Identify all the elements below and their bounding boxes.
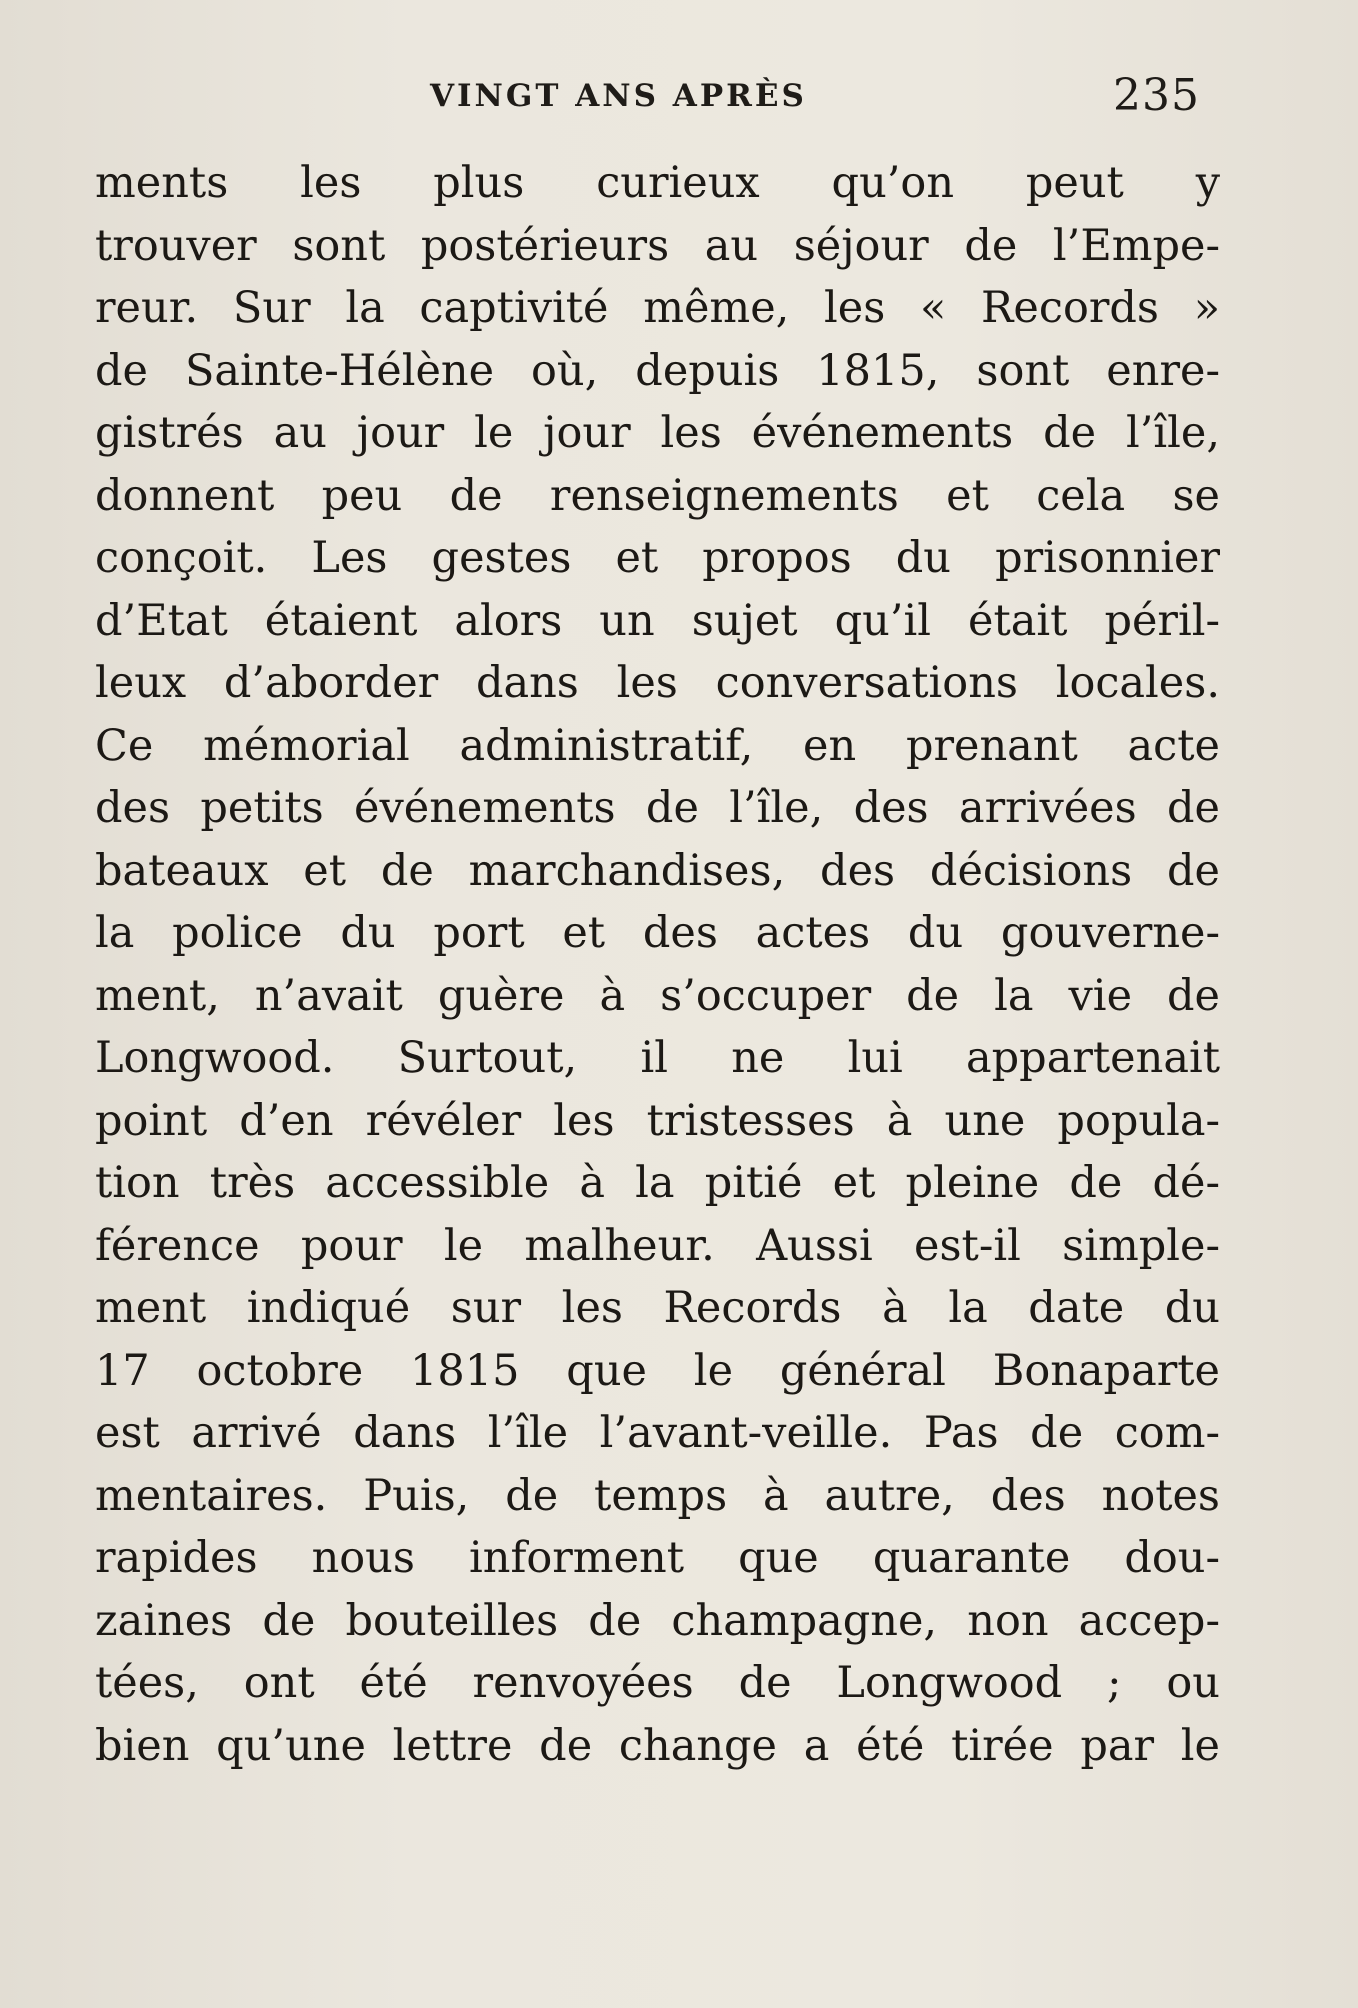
text-line: Longwood. Surtout, il ne lui appartenait xyxy=(95,1033,1220,1083)
text-line: rapides nous informent que quarante dou- xyxy=(95,1533,1220,1583)
text-line: 17 octobre 1815 que le général Bonaparte xyxy=(95,1345,1220,1396)
text-line: tées, ont été renvoyées de Longwood ; ou xyxy=(95,1658,1220,1708)
text-line: conçoit. Les gestes et propos du prisonnier xyxy=(95,533,1220,583)
text-line: point d’en révéler les tristesses à une popula- xyxy=(95,1095,1220,1146)
text-line: Ce mémorial administratif, en prenant acte xyxy=(95,720,1220,771)
text-line: leux d’aborder dans les conversations locales. xyxy=(95,658,1220,708)
text-line: ments les plus curieux qu’on peut y xyxy=(95,158,1220,208)
text-line: férence pour le malheur. Aussi est-il simple- xyxy=(95,1220,1220,1271)
text-line: tion très accessible à la pitié et pleine de dé- xyxy=(95,1158,1220,1208)
text-line: donnent peu de renseignements et cela se xyxy=(95,470,1220,521)
text-line: bien qu’une lettre de change a été tirée par le xyxy=(95,1720,1220,1771)
text-line: bateaux et de marchandises, des décisions de xyxy=(95,845,1220,896)
text-line: de Sainte-Hélène où, depuis 1815, sont enre- xyxy=(95,345,1220,396)
text-line: des petits événements de l’île, des arrivées de xyxy=(95,783,1220,833)
text-line: la police du port et des actes du gouverne- xyxy=(95,908,1220,958)
body-text xyxy=(95,152,1220,1777)
text-line: ment indiqué sur les Records à la date du xyxy=(95,1283,1220,1333)
text-line: ment, n’avait guère à s’occuper de la vie de xyxy=(95,970,1220,1021)
running-title: VINGT ANS APRÈS xyxy=(430,78,807,114)
running-head xyxy=(90,70,1220,130)
page-number: 235 xyxy=(1113,70,1200,121)
text-line: reur. Sur la captivité même, les « Records » xyxy=(95,283,1220,333)
text-line: est arrivé dans l’île l’avant-veille. Pas de com- xyxy=(95,1408,1220,1458)
text-line: gistrés au jour le jour les événements de l’île, xyxy=(95,408,1220,458)
text-line: mentaires. Puis, de temps à autre, des notes xyxy=(95,1470,1220,1521)
text-line: zaines de bouteilles de champagne, non accep- xyxy=(95,1595,1220,1646)
text-line: trouver sont postérieurs au séjour de l’Empe- xyxy=(95,220,1220,271)
text-line: d’Etat étaient alors un sujet qu’il était péril- xyxy=(95,595,1220,646)
